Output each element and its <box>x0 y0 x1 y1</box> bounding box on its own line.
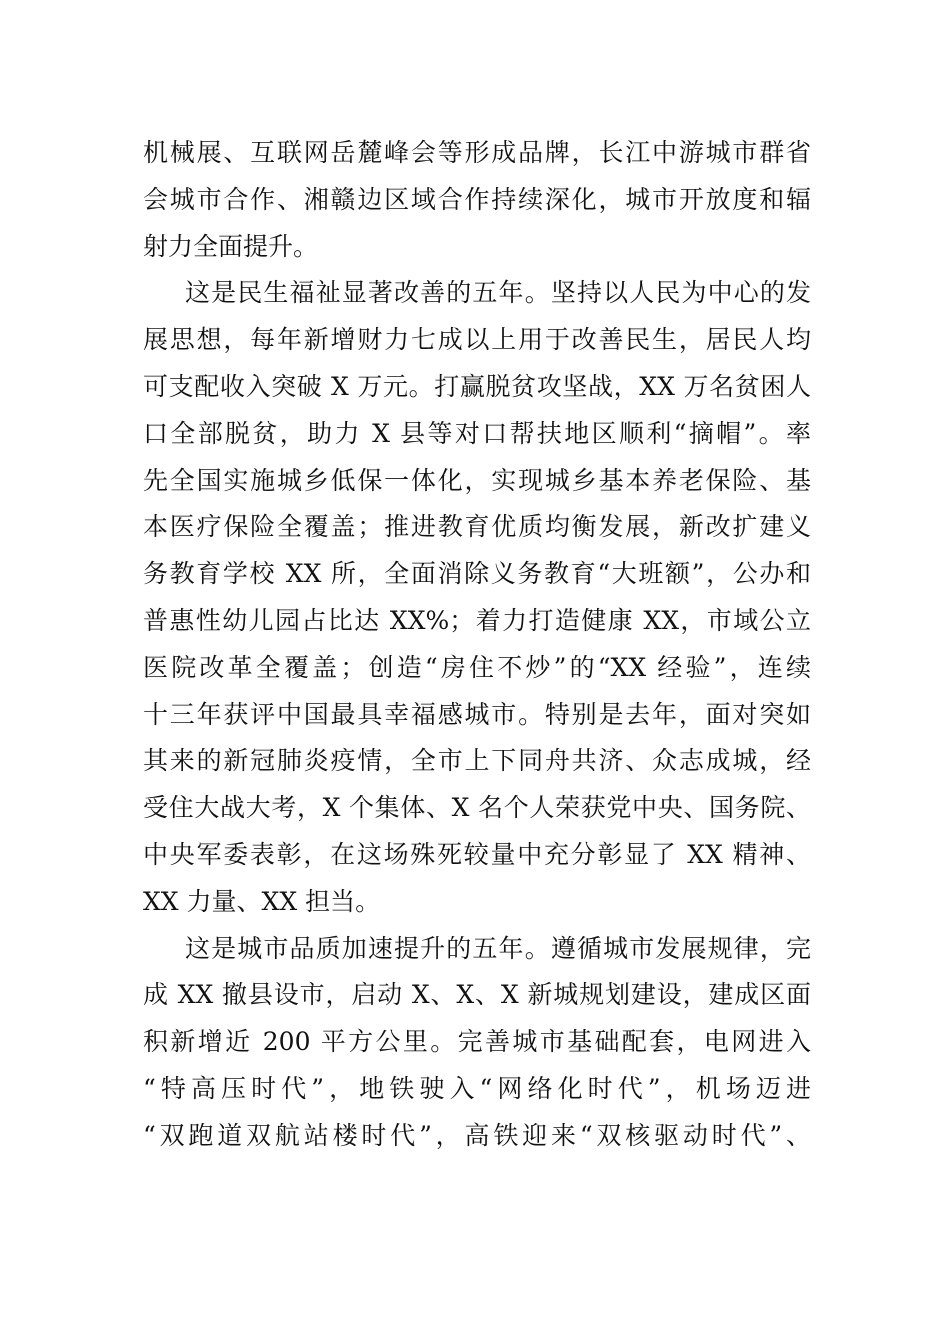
text-line: 先全国实施城乡低保一体化，实现城乡基本养老保险、基 <box>143 465 811 495</box>
text-line: 可支配收入突破 X 万元。打赢脱贫攻坚战，XX 万名贫困人 <box>143 371 811 401</box>
text-line: 十三年获评中国最具幸福感城市。特别是去年，面对突如 <box>143 699 811 729</box>
text-line: 成 XX 撤县设市，启动 X、X、X 新城规划建设，建成区面 <box>143 980 811 1010</box>
text-line: 普惠性幼儿园占比达 XX%；着力打造健康 XX，市域公立 <box>143 605 811 635</box>
text-line: 受住大战大考，X 个集体、X 名个人荣获党中央、国务院、 <box>143 793 811 823</box>
body-text <box>143 130 811 1160</box>
text-line: 中央军委表彰，在这场殊死较量中充分彰显了 XX 精神、 <box>143 839 811 869</box>
text-line: 医院改革全覆盖；创造“房住不炒”的“XX 经验”，连续 <box>143 652 811 682</box>
text-line: 展思想，每年新增财力七成以上用于改善民生，居民人均 <box>143 325 811 355</box>
text-line: 口全部脱贫，助力 X 县等对口帮扶地区顺利“摘帽”。率 <box>143 418 811 448</box>
text-line: 射力全面提升。 <box>143 231 319 261</box>
text-line: “特高压时代”，地铁驶入“网络化时代”，机场迈进 <box>143 1073 811 1103</box>
text-line: 务教育学校 XX 所，全面消除义务教育“大班额”，公办和 <box>143 559 811 589</box>
text-line: 积新增近 200 平方公里。完善城市基础配套，电网进入 <box>143 1027 811 1057</box>
paragraph-first-line: 这是城市品质加速提升的五年。遵循城市发展规律，完 <box>185 933 811 963</box>
text-line: 本医疗保险全覆盖；推进教育优质均衡发展，新改扩建义 <box>143 512 811 542</box>
text-line: 机械展、互联网岳麓峰会等形成品牌，长江中游城市群省 <box>143 138 811 167</box>
text-line: 其来的新冠肺炎疫情，全市上下同舟共济、众志成城，经 <box>143 746 811 776</box>
text-line: “双跑道双航站楼时代”，高铁迎来“双核驱动时代”、 <box>143 1120 811 1150</box>
paragraph-first-line: 这是民生福祉显著改善的五年。坚持以人民为中心的发 <box>185 278 811 308</box>
text-line: XX 力量、XX 担当。 <box>143 886 381 916</box>
text-line: 会城市合作、湘赣边区域合作持续深化，城市开放度和辐 <box>143 184 811 214</box>
